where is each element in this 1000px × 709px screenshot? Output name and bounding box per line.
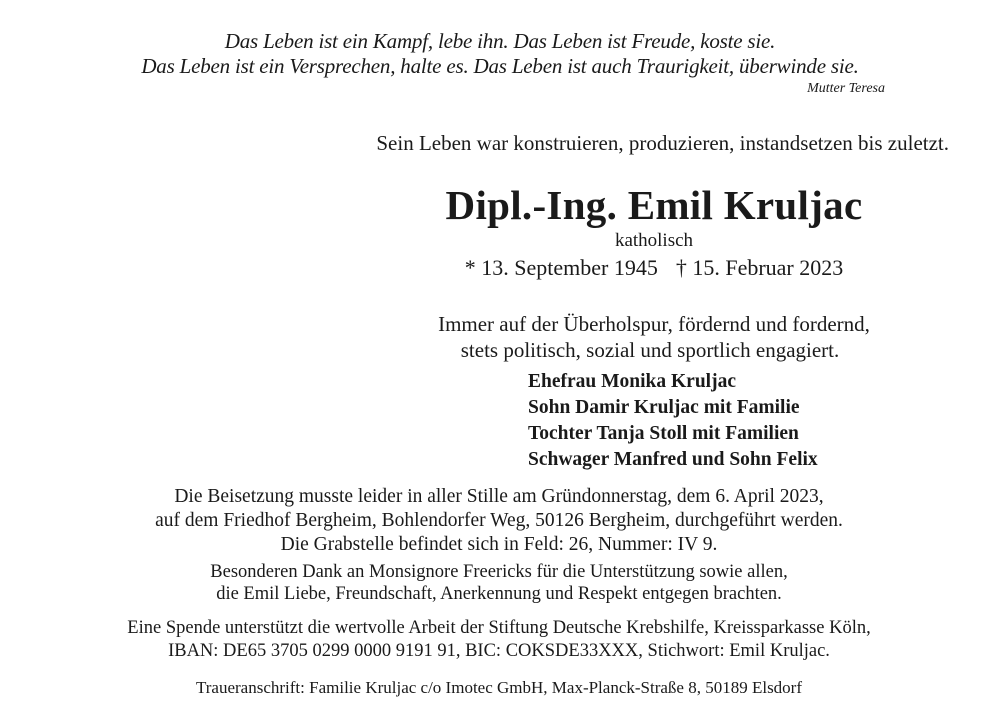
mourning-address: Traueranschrift: Familie Kruljac c/o Imotec GmbH, Max-Planck-Straße 8, 50189 Elsdorf (195, 678, 803, 697)
deceased-name: Dipl.-Ing. Emil Kruljac (445, 182, 863, 228)
life-dates (465, 255, 844, 281)
quote-author: Mutter Teresa (807, 81, 885, 96)
burial-line-2: auf dem Friedhof Bergheim, Bohlendorfer Weg, 50126 Bergheim, durchgeführt werden. (155, 510, 843, 531)
burial-line-3: Die Grabstelle befindet sich in Feld: 26, Nummer: IV 9. (280, 534, 718, 555)
mourner-item: Ehefrau Monika Kruljac (528, 371, 736, 392)
death-date: † 15. Februar 2023 (675, 255, 844, 280)
deceased-religion: katholisch (614, 230, 694, 251)
quote-line-2: Das Leben ist ein Versprechen, halte es. Das Leben ist auch Traurigkeit, überwinde sie. (141, 54, 859, 78)
tribute-line-2: stets politisch, sozial und sportlich engagiert. (460, 338, 840, 362)
mourner-item: Sohn Damir Kruljac mit Familie (528, 397, 800, 418)
donation-line-2: IBAN: DE65 3705 0299 0000 9191 91, BIC: COKSDE33XXX, Stichwort: Emil Kruljac. (168, 641, 830, 661)
quote-line-1: Das Leben ist ein Kampf, lebe ihn. Das Leben ist Freude, koste sie. (224, 29, 776, 53)
life-motto: Sein Leben war konstruieren, produzieren, instandsetzen bis zuletzt. (376, 131, 949, 155)
thanks-line-2: die Emil Liebe, Freundschaft, Anerkennung und Respekt entgegen brachten. (216, 584, 782, 604)
burial-line-1: Die Beisetzung musste leider in aller Stille am Gründonnerstag, dem 6. April 2023, (174, 486, 824, 507)
birth-date: * 13. September 1945 (464, 255, 658, 280)
mourner-item: Schwager Manfred und Sohn Felix (528, 449, 818, 470)
mourner-item: Tochter Tanja Stoll mit Familien (528, 423, 799, 444)
tribute-line-1: Immer auf der Überholspur, fördernd und fordernd, (438, 312, 870, 336)
donation-line-1: Eine Spende unterstützt die wertvolle Arbeit der Stiftung Deutsche Krebshilfe, Kreissparkasse Köln, (127, 618, 871, 638)
thanks-line-1: Besonderen Dank an Monsignore Freericks für die Unterstützung sowie allen, (210, 562, 788, 582)
